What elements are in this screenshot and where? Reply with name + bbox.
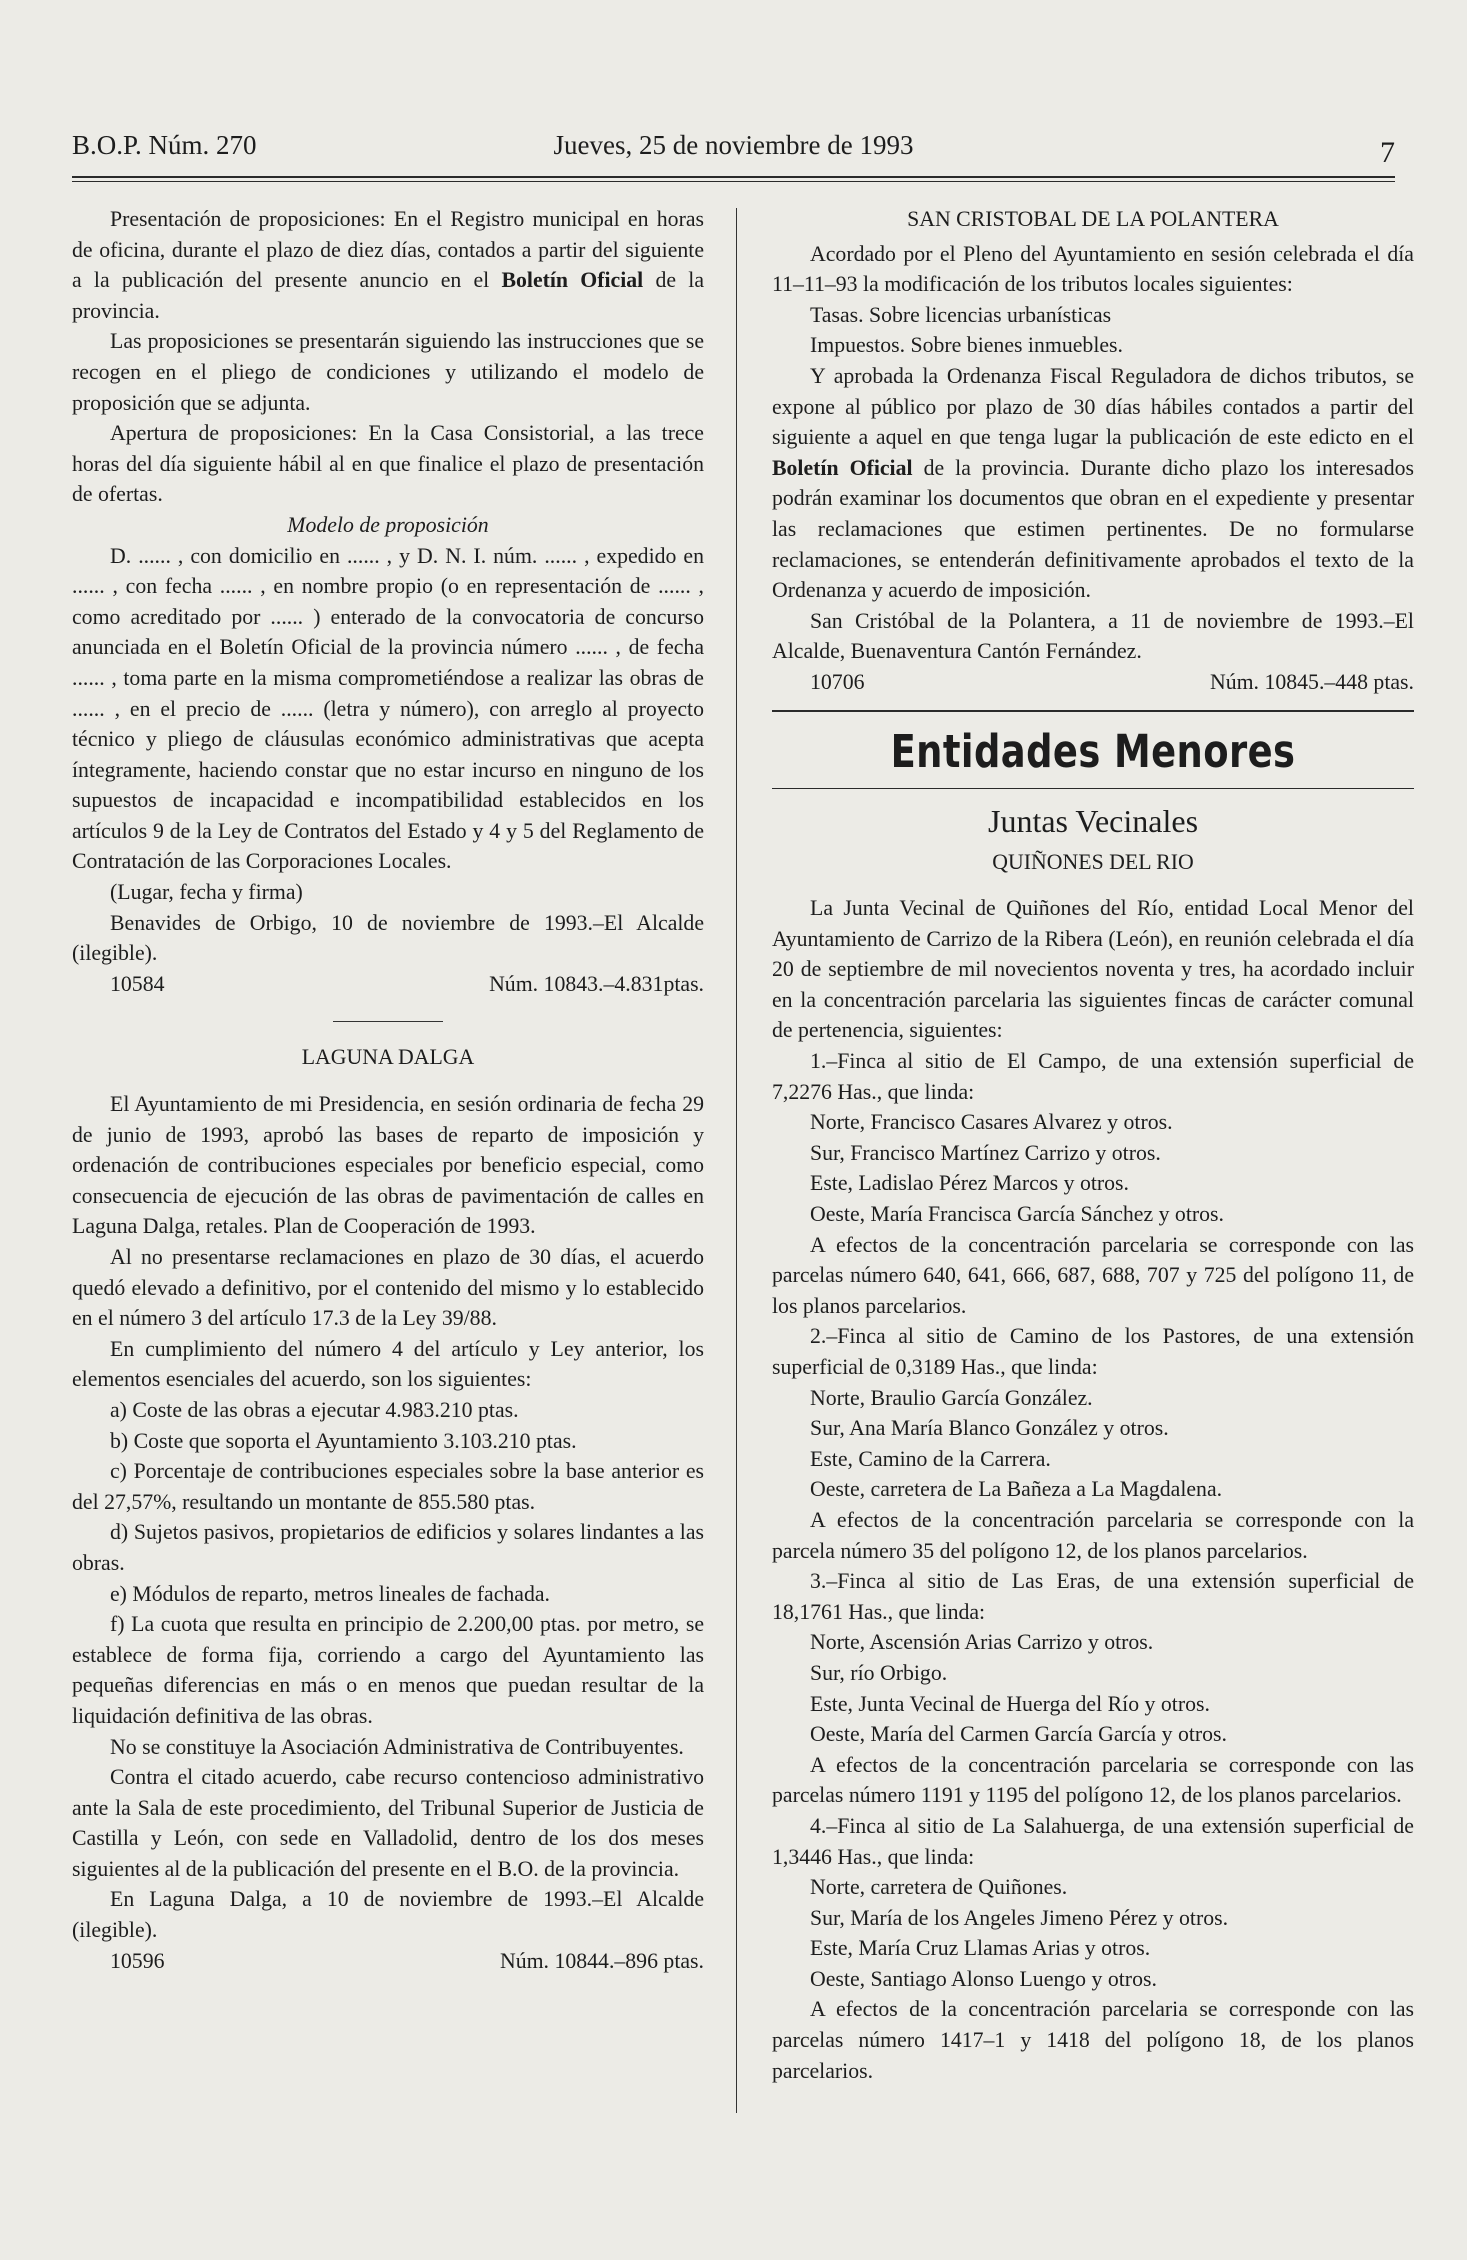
paragraph: Apertura de proposiciones: En la Casa Consistorial, a las trece horas del día siguiente hábil al en que finalice el plazo de presentación de ofertas. bbox=[72, 421, 704, 507]
list-item: e) Módulos de reparto, metros lineales de fachada. bbox=[110, 1581, 551, 1606]
boundary-line: Sur, María de los Angeles Jimeno Pérez y otros. bbox=[810, 1905, 1229, 1930]
boundary-line: Oeste, María Francisca García Sánchez y otros. bbox=[810, 1202, 1224, 1227]
boundary-line: Este, Junta Vecinal de Huerga del Río y otros. bbox=[810, 1691, 1210, 1716]
section-heading-quinones: QUIÑONES DEL RIO bbox=[992, 849, 1194, 874]
list-item: d) Sujetos pasivos, propietarios de edificios y solares lindantes a las obras. bbox=[72, 1520, 704, 1575]
list-item: b) Coste que soporta el Ayuntamiento 3.103.210 ptas. bbox=[110, 1428, 577, 1453]
modelo-text: D. ...... , con domicilio en ...... , y D. N. I. núm. ...... , expedido en ...... , con fecha ...... , en nombre propio (o en representación de ...... , como acreditado por ...... ) enterado de la convocatoria de concurso anunciada en el Boletín Oficial de la provincia número ...... , de fecha ...... , toma parte en la misma comprometiéndose a realizar las obras de ...... , en el precio de ...... (letra y número), con arreglo al proyecto técnico y pliego de cláusulas económico administrativas que acepta íntegramente, haciendo constar que no estar incurso en ninguno de los supuestos de incapacidad e incompatibilidad establecidos en los artículos 9 de la Ley de Contratos del Estado y 4 y 5 del Reglamento de Contratación de las Corporaciones Locales. bbox=[72, 543, 704, 874]
section-rule-bottom bbox=[772, 788, 1414, 789]
paragraph: Tasas. Sobre licencias urbanísticas bbox=[810, 302, 1112, 327]
reference-number: 10706 bbox=[810, 669, 865, 694]
paragraph: El Ayuntamiento de mi Presidencia, en sesión ordinaria de fecha 29 de junio de 1993, aprobó las bases de reparto de imposición y ordenación de contribuciones especiales por beneficio especial, como consecuencia de ejecución de las obras de pavimentación de calles en Laguna Dalga, retales. Plan de Cooperación de 1993. bbox=[72, 1092, 704, 1239]
finca-item: 1.–Finca al sitio de El Campo, de una extensión superficial de 7,2276 Has., que linda: bbox=[772, 1049, 1414, 1104]
signature-line: Benavides de Orbigo, 10 de noviembre de 1993.–El Alcalde (ilegible). bbox=[72, 910, 704, 966]
finca-item: 4.–Finca al sitio de La Salahuerga, de una extensión superficial de 1,3446 Has., que linda: bbox=[772, 1813, 1414, 1869]
reference-line bbox=[72, 969, 704, 1000]
paragraph: A efectos de la concentración parcelaria se corresponde con las parcelas número 1191 y 1195 del polígono 12, de los planos parcelarios. bbox=[772, 1752, 1414, 1808]
boundary-line: Oeste, María del Carmen García García y otros. bbox=[810, 1722, 1227, 1747]
signature-line: San Cristóbal de la Polantera, a 11 de noviembre de 1993.–El Alcalde, Buenaventura Cantón Fernández. bbox=[772, 608, 1414, 664]
boundary-line: Este, María Cruz Llamas Arias y otros. bbox=[810, 1936, 1151, 1961]
modelo-title: Modelo de proposición bbox=[287, 512, 489, 537]
boundary-line: Este, Ladislao Pérez Marcos y otros. bbox=[810, 1171, 1129, 1196]
section-heading-laguna-dalga: LAGUNA DALGA bbox=[301, 1045, 475, 1070]
fee-number: Núm. 10843.–4.831ptas. bbox=[489, 971, 704, 996]
reference-number: 10584 bbox=[110, 971, 165, 996]
section-rule-top bbox=[772, 710, 1414, 712]
boletin-oficial-bold: Boletín Oficial bbox=[772, 455, 913, 480]
reference-line bbox=[772, 667, 1414, 698]
paragraph: Al no presentarse reclamaciones en plazo de 30 días, el acuerdo quedó elevado a definitivo, por el contenido del mismo y lo establecido en el número 3 del artículo 17.3 de la Ley 39/88. bbox=[72, 1245, 704, 1331]
boundary-line: Oeste, carretera de La Bañeza a La Magdalena. bbox=[810, 1477, 1223, 1502]
paragraph: Acordado por el Pleno del Ayuntamiento en sesión celebrada el día 11–11–93 la modificación de los tributos locales siguientes: bbox=[772, 241, 1414, 297]
paragraph: En cumplimiento del número 4 del artículo y Ley anterior, los elementos esenciales del acuerdo, son los siguientes: bbox=[72, 1336, 704, 1392]
boundary-line: Oeste, Santiago Alonso Luengo y otros. bbox=[810, 1966, 1157, 1991]
list-item: c) Porcentaje de contribuciones especiales sobre la base anterior es del 27,57%, resultando un montante de 855.580 ptas. bbox=[72, 1459, 704, 1514]
boundary-line: Sur, río Orbigo. bbox=[810, 1660, 948, 1685]
paragraph: A efectos de la concentración parcelaria se corresponde con las parcelas número 1417–1 y 1418 del polígono 18, de los planos parcelarios. bbox=[772, 1997, 1414, 2083]
page-number: 7 bbox=[1380, 136, 1395, 169]
separator bbox=[333, 1021, 443, 1022]
paragraph: Presentación de proposiciones: En el Registro municipal en horas de oficina, durante el plazo de diez días, contados a partir del siguiente a la publicación del presente anuncio en el Boletín Oficial de la provincia. bbox=[72, 207, 705, 323]
subsection-title: Juntas Vecinales bbox=[987, 802, 1199, 839]
right-column bbox=[772, 204, 1414, 2086]
section-heading-san-cristobal: SAN CRISTOBAL DE LA POLANTERA bbox=[907, 207, 1279, 231]
paragraph: Y aprobada la Ordenanza Fiscal Reguladora de dichos tributos, se expone al público por plazo de 30 días hábiles contados a partir del siguiente a aquel en que tenga lugar la publicación de este edicto en el Boletín Oficial de la provincia. Durante dicho plazo los interesados podrán examinar los documentos que obran en el expediente y presentar las reclamaciones que estimen pertinentes. De no formularse reclamaciones, se entenderán definitivamente aprobados el texto de la Ordenanza y acuerdo de imposición. bbox=[772, 363, 1414, 603]
boundary-line: Sur, Ana María Blanco González y otros. bbox=[810, 1416, 1169, 1441]
fee-number: Núm. 10844.–896 ptas. bbox=[499, 1948, 704, 1973]
left-column bbox=[72, 204, 704, 1976]
boundary-line: Este, Camino de la Carrera. bbox=[810, 1446, 1051, 1471]
paragraph: La Junta Vecinal de Quiñones del Río, entidad Local Menor del Ayuntamiento de Carrizo de la Ribera (León), en reunión celebrada el día 20 de septiembre de mil novecientos noventa y tres, ha acordado incluir en la concentración parcelaria las siguientes fincas de carácter comunal de pertenencia, siguientes: bbox=[772, 896, 1414, 1043]
column-divider bbox=[736, 208, 737, 2113]
paragraph: A efectos de la concentración parcelaria se corresponde con la parcela número 35 del polígono 12, de los planos parcelarios. bbox=[772, 1507, 1414, 1563]
reference-line bbox=[72, 1946, 704, 1977]
boundary-line: Norte, carretera de Quiñones. bbox=[810, 1875, 1068, 1900]
boundary-line: Norte, Francisco Casares Alvarez y otros. bbox=[810, 1110, 1173, 1135]
bulletin-number: B.O.P. Núm. 270 bbox=[72, 130, 257, 160]
signature-placeholder: (Lugar, fecha y firma) bbox=[110, 880, 303, 905]
boletin-oficial-bold: Boletín Oficial bbox=[501, 268, 644, 293]
signature-line: En Laguna Dalga, a 10 de noviembre de 1993.–El Alcalde (ilegible). bbox=[72, 1887, 704, 1943]
page-header bbox=[72, 130, 1395, 170]
reference-number: 10596 bbox=[110, 1948, 165, 1973]
issue-date: Jueves, 25 de noviembre de 1993 bbox=[553, 130, 914, 160]
paragraph: Impuestos. Sobre bienes inmuebles. bbox=[810, 333, 1123, 358]
header-rule bbox=[72, 176, 1395, 182]
finca-item: 2.–Finca al sitio de Camino de los Pastores, de una extensión superficial de 0,3189 Has., que linda: bbox=[772, 1324, 1414, 1379]
paragraph: A efectos de la concentración parcelaria se corresponde con las parcelas número 640, 641, 666, 687, 688, 707 y 725 del polígono 11, de los planos parcelarios. bbox=[772, 1232, 1414, 1318]
section-title: Entidades Menores bbox=[890, 724, 1296, 778]
paragraph: Contra el citado acuerdo, cabe recurso contencioso administrativo ante la Sala de este procedimiento, del Tribunal Superior de Justicia de Castilla y León, con sede en Valladolid, dentro de los dos meses siguientes al de la publicación del presente en el B.O. de la provincia. bbox=[72, 1765, 704, 1881]
finca-item: 3.–Finca al sitio de Las Eras, de una extensión superficial de 18,1761 Has., que linda: bbox=[772, 1569, 1414, 1624]
boundary-line: Sur, Francisco Martínez Carrizo y otros. bbox=[810, 1140, 1161, 1165]
boundary-line: Norte, Braulio García González. bbox=[810, 1385, 1093, 1410]
boundary-line: Norte, Ascensión Arias Carrizo y otros. bbox=[810, 1630, 1154, 1655]
list-item: f) La cuota que resulta en principio de 2.200,00 ptas. por metro, se establece de forma fija, corriendo a cargo del Ayuntamiento las pequeñas diferencias en más o en menos que puedan resultar de la liquidación definitiva de las obras. bbox=[72, 1612, 704, 1728]
paragraph: Las proposiciones se presentarán siguiendo las instrucciones que se recogen en el pliego de condiciones y utilizando el modelo de proposición que se adjunta. bbox=[72, 329, 704, 415]
list-item: a) Coste de las obras a ejecutar 4.983.210 ptas. bbox=[110, 1397, 519, 1422]
paragraph: No se constituye la Asociación Administrativa de Contribuyentes. bbox=[110, 1734, 684, 1759]
fee-number: Núm. 10845.–448 ptas. bbox=[1209, 669, 1414, 694]
